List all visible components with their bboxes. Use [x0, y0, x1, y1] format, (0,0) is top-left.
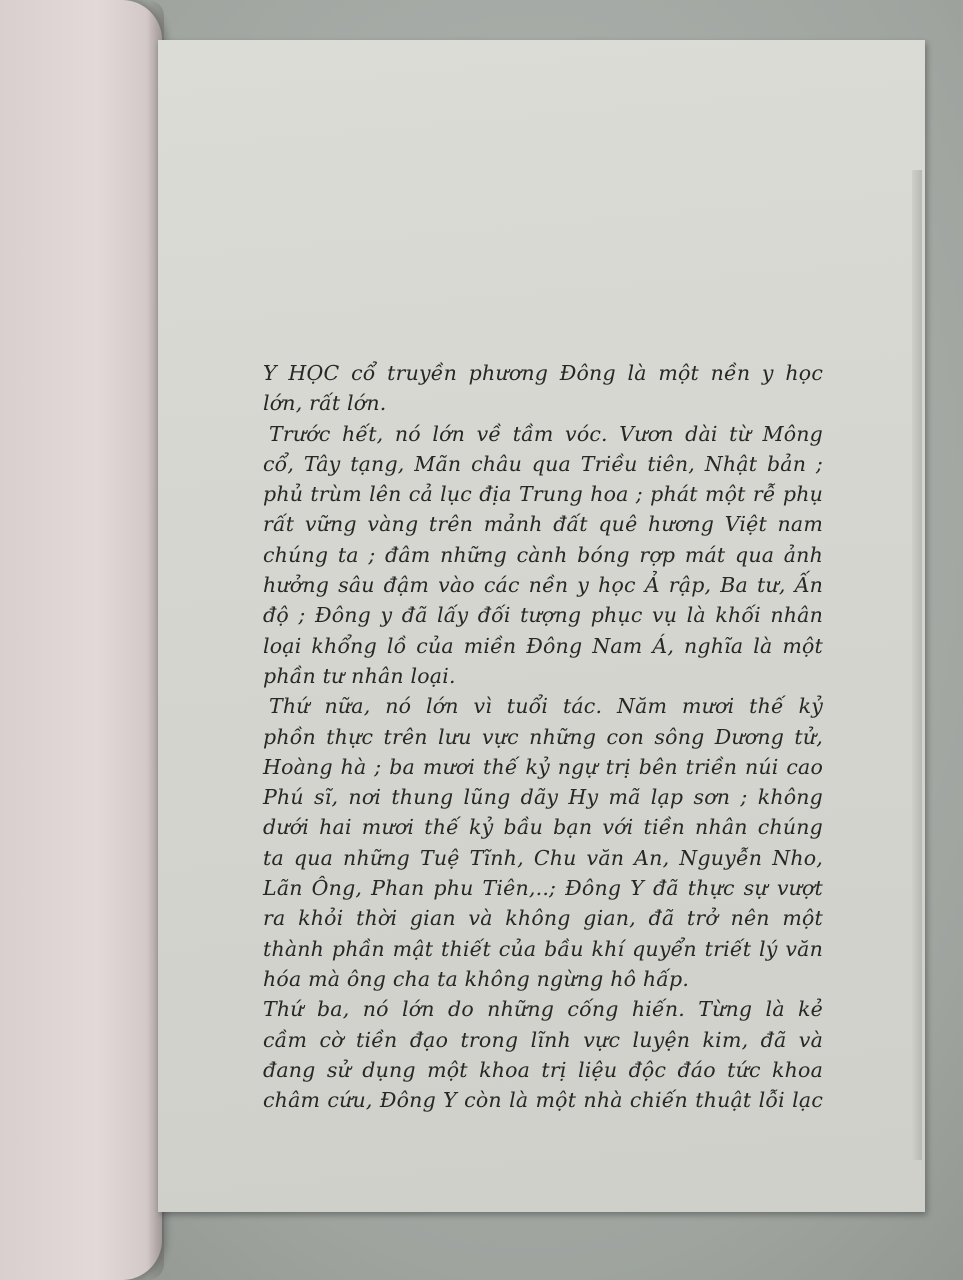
- paragraph-4: [263, 994, 823, 1115]
- paragraph-3: [263, 691, 823, 994]
- text-line: đang sử dụng một khoa trị liệu độc đáo tức khoa: [263, 1057, 823, 1082]
- left-page: [0, 0, 162, 1280]
- text-line: hưởng sâu đậm vào các nền y học Ả rập, Ba tư, Ấn: [263, 573, 823, 598]
- text-line: Lãn Ông, Phan phu Tiên,..; Đông Y đã thực sự vượt: [263, 876, 823, 901]
- text-line: Trước hết, nó lớn về tầm vóc. Vươn dài từ Mông: [269, 421, 823, 446]
- text-line: hóa mà ông cha ta không ngừng hô hấp.: [263, 966, 690, 991]
- text-line: ra khỏi thời gian và không gian, đã trở nên một: [263, 906, 823, 931]
- page-edge: [912, 170, 922, 1160]
- text-line: phồn thực trên lưu vực những con sông Dương tử,: [263, 724, 823, 749]
- text-line: Phú sĩ, nơi thung lũng dãy Hy mã lạp sơn ; không: [263, 785, 823, 810]
- text-line: Thứ nữa, nó lớn vì tuổi tác. Năm mươi thế kỷ: [269, 694, 823, 719]
- paragraph-1: [263, 358, 823, 419]
- text-line: lớn, rất lớn.: [263, 391, 387, 416]
- text-line: cổ, Tây tạng, Mãn châu qua Triều tiên, Nhật bản ;: [263, 451, 823, 476]
- text-line: Hoàng hà ; ba mươi thế kỷ ngự trị bên triền núi cao: [263, 754, 823, 779]
- text-line: độ ; Đông y đã lấy đối tượng phục vụ là khối nhân: [263, 603, 823, 628]
- text-line: châm cứu, Đông Y còn là một nhà chiến thuật lỗi lạc: [263, 1088, 823, 1113]
- text-line: cầm cờ tiền đạo trong lĩnh vực luyện kim, đã và: [263, 1027, 823, 1052]
- text-line: phần tư nhân loại.: [263, 663, 456, 688]
- text-line: thành phần mật thiết của bầu khí quyển triết lý văn: [263, 936, 823, 961]
- text-line: loại khổng lồ của miền Đông Nam Á, nghĩa là một: [263, 633, 823, 658]
- text-line: phủ trùm lên cả lục địa Trung hoa ; phát một rễ phụ: [263, 482, 823, 507]
- body-text: [263, 358, 823, 1115]
- text-line: chúng ta ; đâm những cành bóng rợp mát qua ảnh: [263, 542, 823, 567]
- text-line: ta qua những Tuệ Tĩnh, Chu văn An, Nguyễn Nho,: [263, 845, 823, 870]
- text-line: Thứ ba, nó lớn do những cống hiến. Từng là kẻ: [263, 997, 823, 1022]
- text-line: dưới hai mươi thế kỷ bầu bạn với tiền nhân chúng: [263, 815, 823, 840]
- paragraph-2: [263, 419, 823, 692]
- text-line: Y HỌC cổ truyền phương Đông là một nền y học: [263, 361, 823, 385]
- text-line: rất vững vàng trên mảnh đất quê hương Việt nam: [263, 512, 823, 537]
